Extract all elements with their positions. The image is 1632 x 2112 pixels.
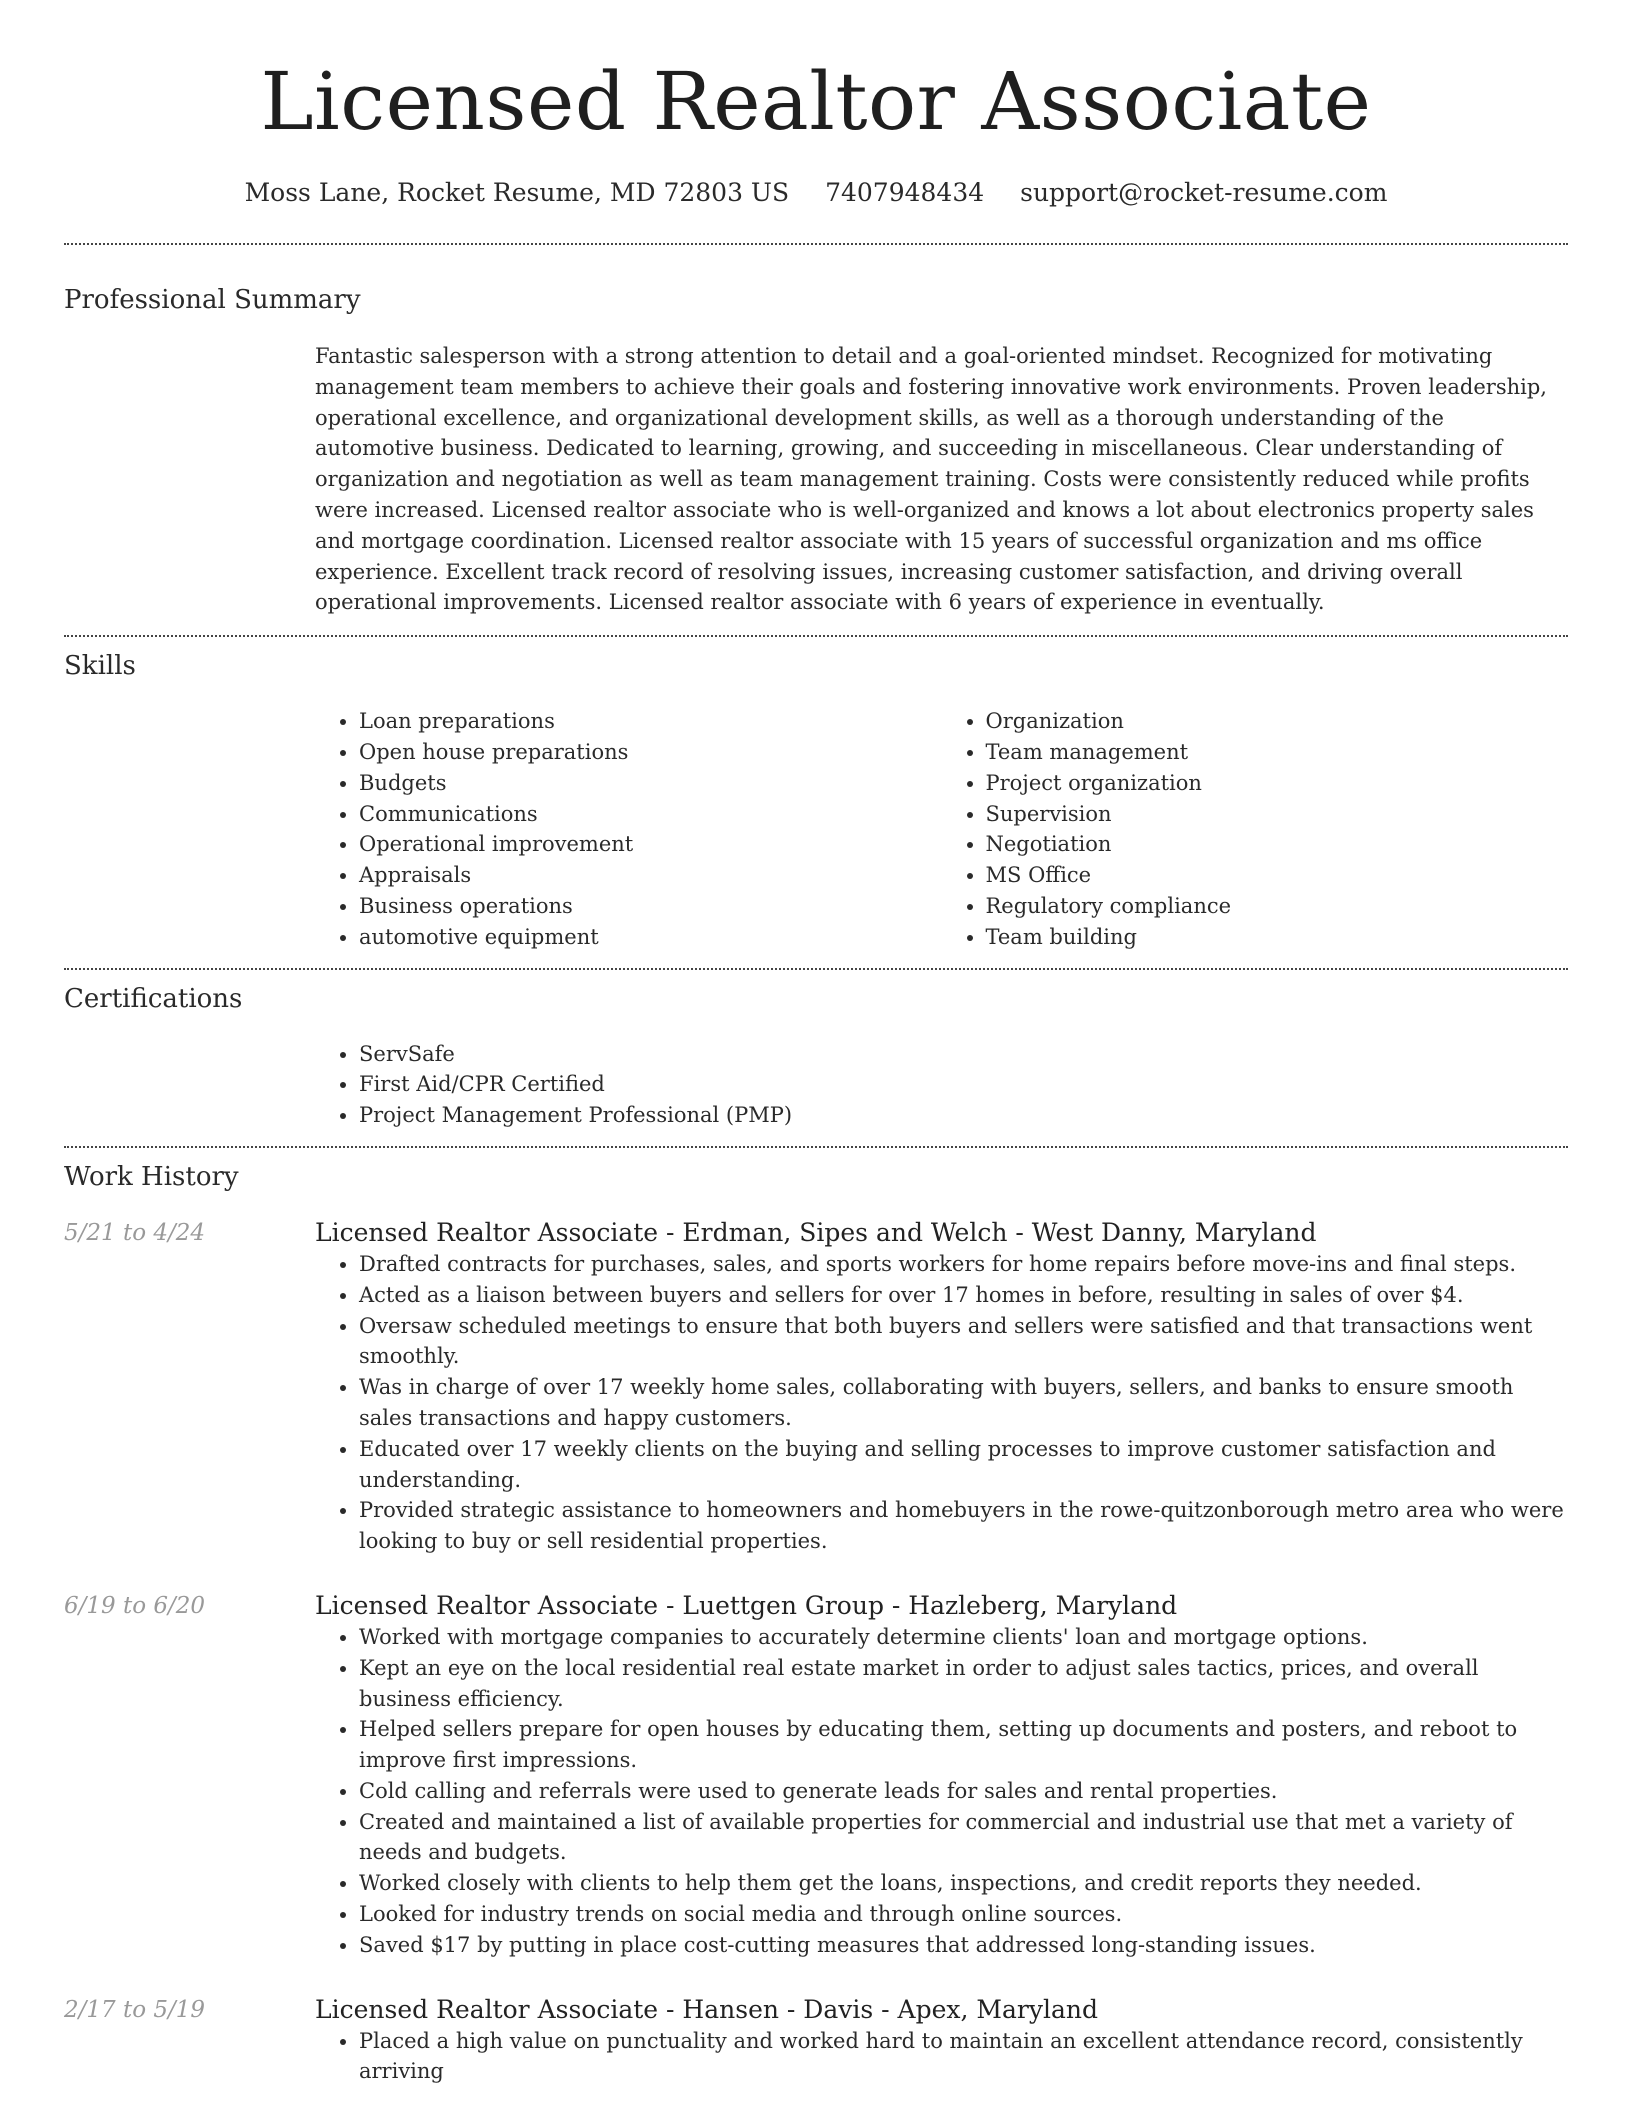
job-bullet: • Was in charge of over 17 weekly home sales, collaborating with buyers, sellers, and banks to ensure smooth sales transactions and happy customers. (359, 1372, 1568, 1434)
skill-item: • Open house preparations (359, 737, 942, 768)
skill-item: • Business operations (359, 891, 942, 922)
certifications-body (315, 1039, 1568, 1131)
summary-body (315, 341, 1568, 618)
job-entry (64, 1994, 1568, 2088)
job-bullet: • Drafted contracts for purchases, sales, and sports workers for home repairs before move-ins and final steps. (359, 1249, 1568, 1280)
job-bullet: • Placed a high value on punctuality and worked hard to maintain an excellent attendance record, consistently arriving (359, 2026, 1568, 2088)
job-date: 2/17 to 5/19 (64, 1996, 206, 2023)
job-bullet: • Created and maintained a list of available properties for commercial and industrial use that met a variety of needs and budgets. (359, 1807, 1568, 1869)
skill-item: • Supervision (986, 799, 1569, 830)
job-bullet: • Educated over 17 weekly clients on the buying and selling processes to improve customer satisfaction and understanding. (359, 1434, 1568, 1496)
section-title-summary: Professional Summary (64, 285, 361, 315)
contact-address: Moss Lane, Rocket Resume, MD 72803 US (244, 178, 790, 207)
resume-name: Licensed Realtor Associate (260, 55, 1372, 148)
skill-item: • Budgets (359, 768, 942, 799)
job-bullets (315, 2026, 1568, 2088)
skill-item: • Communications (359, 799, 942, 830)
skill-item: • MS Office (986, 860, 1569, 891)
job-bullet: • Worked with mortgage companies to accurately determine clients' loan and mortgage options. (359, 1622, 1568, 1653)
job-bullet: • Worked closely with clients to help them get the loans, inspections, and credit reports they needed. (359, 1868, 1568, 1899)
skill-item: • Operational improvement (359, 829, 942, 860)
contact-email: support@rocket-resume.com (1020, 178, 1388, 207)
job-bullets (315, 1622, 1568, 1961)
job-bullet: • Kept an eye on the local residential real estate market in order to adjust sales tactics, prices, and overall business efficiency. (359, 1653, 1568, 1715)
contact-line (64, 176, 1568, 210)
section-title-skills: Skills (64, 651, 136, 682)
job-bullet: • Helped sellers prepare for open houses by educating them, setting up documents and posters, and reboot to improve first impressions. (359, 1714, 1568, 1776)
section-title-work-history: Work History (64, 1161, 239, 1192)
summary-section (64, 245, 1568, 635)
job-bullet: • Acted as a liaison between buyers and sellers for over 17 homes in before, resulting in sales of over $4. (359, 1280, 1568, 1311)
job-bullet: • Cold calling and referrals were used to generate leads for sales and rental properties. (359, 1776, 1568, 1807)
job-title: Licensed Realtor Associate - Luettgen Group - Hazleberg, Maryland (315, 1590, 1178, 1620)
skill-item: • Appraisals (359, 860, 942, 891)
skills-section (64, 637, 1568, 967)
skill-item: • Team building (986, 922, 1569, 953)
certifications-list (315, 1039, 1568, 1131)
job-bullet: • Oversaw scheduled meetings to ensure that both buyers and sellers were satisfied and that transactions went smoothly. (359, 1311, 1568, 1373)
job-date: 6/19 to 6/20 (64, 1592, 206, 1619)
summary-text: Fantastic salesperson with a strong attention to detail and a goal-oriented mindset. Recognized for motivating management team members to achieve their goals and fostering innovative work environments. Proven leadership, operational excellence, and organizational development skills, as well as a thorough understanding of the automotive business. Dedicated to learning, growing, and succeeding in miscellaneous. Clear understanding of organization and negotiation as well as team management training. Costs were consistently reduced while profits were increased. Licensed realtor associate who is well-organized and knows a lot about electronics property sales and mortgage coordination. Licensed realtor associate with 15 years of successful organization and ms office experience. Excellent track record of resolving issues, increasing customer satisfaction, and driving overall operational improvements. Licensed realtor associate with 6 years of experience in eventually. (315, 344, 1547, 615)
job-main (315, 1590, 1568, 1961)
contact-phone: 7407948434 (825, 178, 985, 207)
skills-list-right (942, 706, 1569, 952)
skill-item: • Loan preparations (359, 706, 942, 737)
job-date: 5/21 to 4/24 (64, 1219, 206, 1246)
skill-item: • automotive equipment (359, 922, 942, 953)
job-title: Licensed Realtor Associate - Hansen - Davis - Apex, Maryland (315, 1994, 1098, 2024)
certification-item: • First Aid/CPR Certified (359, 1069, 1568, 1100)
job-bullets (315, 1249, 1568, 1557)
section-title-certifications: Certifications (64, 983, 243, 1014)
certification-item: • Project Management Professional (PMP) (359, 1100, 1568, 1131)
skills-grid (315, 706, 1568, 952)
job-main (315, 1217, 1568, 1557)
job-title: Licensed Realtor Associate - Erdman, Sipes and Welch - West Danny, Maryland (315, 1217, 1317, 1247)
skill-item: • Regulatory compliance (986, 891, 1569, 922)
job-bullet: • Provided strategic assistance to homeowners and homebuyers in the rowe-quitzonborough metro area who were looking to buy or sell residential properties. (359, 1495, 1568, 1557)
job-main (315, 1994, 1568, 2088)
skills-list-left (315, 706, 942, 952)
job-bullet: • Saved $17 by putting in place cost-cutting measures that addressed long-standing issues. (359, 1930, 1568, 1961)
skill-item: • Team management (986, 737, 1569, 768)
certification-item: • ServSafe (359, 1039, 1568, 1070)
skill-item: • Organization (986, 706, 1569, 737)
job-entry (64, 1217, 1568, 1557)
job-entry (64, 1590, 1568, 1961)
job-bullet: • Looked for industry trends on social media and through online sources. (359, 1899, 1568, 1930)
skill-item: • Project organization (986, 768, 1569, 799)
certifications-section (64, 970, 1568, 1146)
work-history-section (64, 1148, 1568, 2087)
skill-item: • Negotiation (986, 829, 1569, 860)
